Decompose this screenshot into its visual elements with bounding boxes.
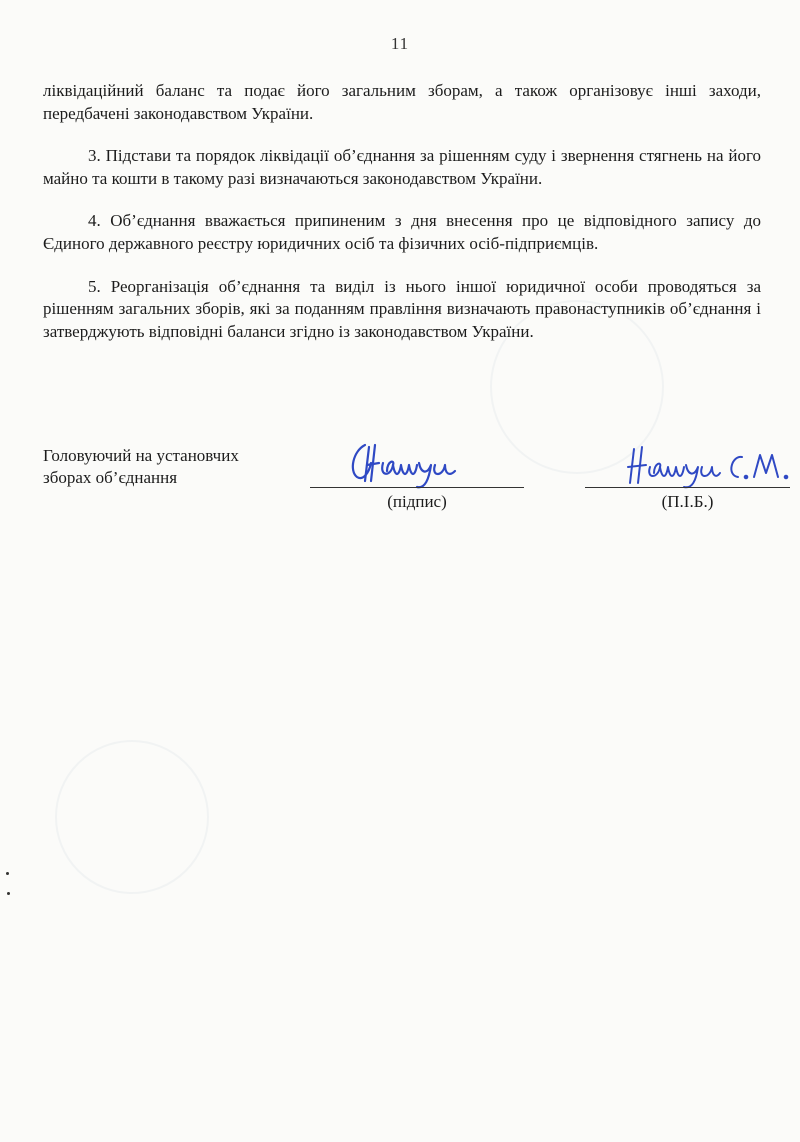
chair-label-line-2: зборах об’єднання	[43, 468, 178, 487]
page-number: 11	[390, 34, 410, 53]
signature-caption: (підпис)	[387, 492, 447, 511]
signature-line	[310, 487, 524, 488]
paragraph-continuation: ліквідаційний баланс та подає його загальним зборам, а також організовує інші заходи, передбачені законодавством України.	[43, 81, 761, 123]
paragraph-5: 5. Реорганізація об’єднання та виділ із нього іншої юридичної особи проводяться за рішенням загальних зборів, які за поданням правління визначають правонаступників об’єднання і затверджують відповідні баланси згідно із законодавством України.	[43, 276, 761, 341]
name-caption: (П.І.Б.)	[661, 492, 714, 511]
handwritten-name	[620, 443, 796, 491]
scan-speck	[7, 892, 10, 895]
stamp-ghost-left	[55, 740, 209, 894]
document-body	[43, 80, 761, 363]
chair-label	[43, 445, 313, 489]
name-line	[585, 487, 790, 488]
paragraph-3: 3. Підстави та порядок ліквідації об’єднання за рішенням суду і звернення стягнень на його майно та кошти в такому разі визначаються законодавством України.	[43, 146, 761, 188]
handwritten-signature	[345, 437, 480, 491]
chair-label-line-1: Головуючий на установчих	[43, 446, 239, 465]
scan-speck	[6, 872, 9, 875]
paragraph-4: 4. Об’єднання вважається припиненим з дня внесення про це відповідного запису до Єдиного державного реєстру юридичних осіб та фізичних осіб-підприємців.	[43, 211, 761, 253]
